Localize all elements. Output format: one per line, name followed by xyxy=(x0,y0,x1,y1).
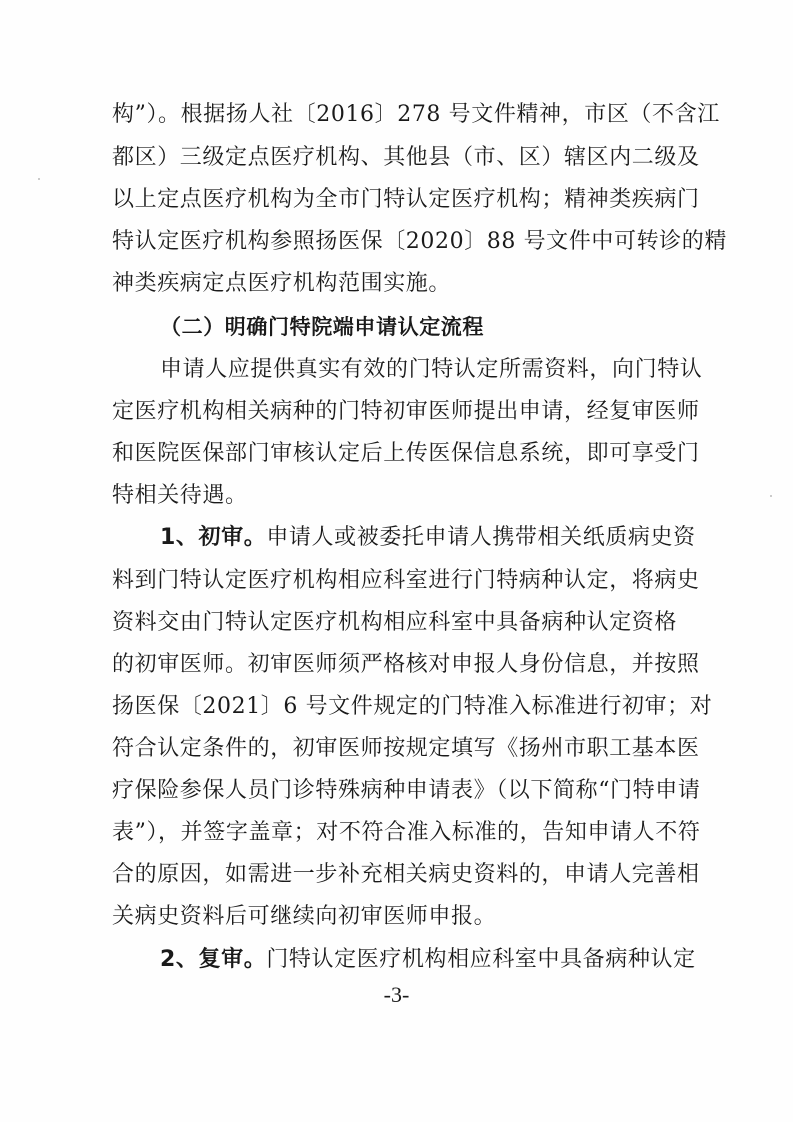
body-line: 料到门特认定医疗机构相应科室进行门特病种认定，将病史 xyxy=(112,568,700,593)
body-line: 特认定医疗机构参照扬医保〔2020〕88 号文件中可转诊的精 xyxy=(112,229,727,254)
run-in-heading: 1、初审。 xyxy=(160,525,267,550)
body-line: 都区）三级定点医疗机构、其他县（市、区）辖区内二级及 xyxy=(112,145,700,170)
body-line xyxy=(160,523,696,553)
body-line: 神类疾病定点医疗机构范围实施。 xyxy=(112,271,452,296)
body-line xyxy=(160,945,696,975)
body-line: 资料交由门特认定医疗机构相应科室中具备病种认定资格 xyxy=(112,610,678,635)
page-number: -3- xyxy=(383,982,410,1007)
body-line: 的初审医师。初审医师须严格核对申报人身份信息，并按照 xyxy=(112,652,700,677)
body-line: 符合认定条件的，初审医师按规定填写《扬州市职工基本医 xyxy=(112,736,700,761)
body-text: 申请人或被委托申请人携带相关纸质病史资 xyxy=(266,525,696,550)
body-text: 门特认定医疗机构相应科室中具备病种认定 xyxy=(266,947,696,972)
body-line: 定医疗机构相关病种的门特初审医师提出申请，经复审医师 xyxy=(112,399,700,424)
body-line: 和医院医保部门审核认定后上传医保信息系统，即可享受门 xyxy=(112,441,700,466)
section-heading: （二）明确门特院端申请认定流程 xyxy=(160,315,484,339)
body-line: 关病史资料后可继续向初审医师申报。 xyxy=(112,904,497,929)
body-line: 申请人应提供真实有效的门特认定所需资料，向门特认 xyxy=(160,357,703,382)
body-line: 扬医保〔2021〕6 号文件规定的门特准入标准进行初审；对 xyxy=(112,694,713,719)
body-line: 构”）。根据扬人社〔2016〕278 号文件精神，市区（不含江 xyxy=(112,102,720,127)
body-line: 表”），并签字盖章；对不符合准入标准的，告知申请人不符 xyxy=(112,820,701,845)
body-line: 以上定点医疗机构为全市门特认定医疗机构；精神类疾病门 xyxy=(112,187,700,212)
run-in-heading: 2、复审。 xyxy=(160,947,267,972)
body-line: 疗保险参保人员门诊特殊病种申请表》（以下简称“门特申请 xyxy=(112,778,701,803)
scan-speck xyxy=(38,178,40,180)
body-line: 特相关待遇。 xyxy=(112,483,248,508)
scan-speck xyxy=(770,495,772,497)
body-line: 合的原因，如需进一步补充相关病史资料的，申请人完善相 xyxy=(112,862,700,887)
